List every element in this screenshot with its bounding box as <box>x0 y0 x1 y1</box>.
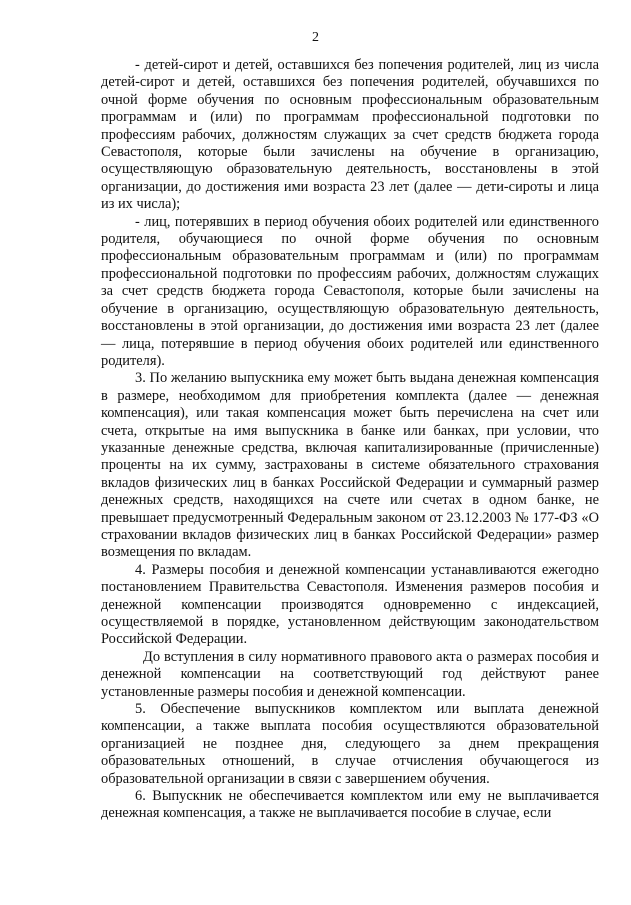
paragraph-clause-5: 5. Обеспечение выпускников комплектом или выплата денежной компенсации, а также выплата пособия осуществляются образовательной организацией не позднее дня, следующего за днем прекращения образовательных отношений, в случае отчисления обучающегося из образовательной организации в связи с завершением обучения. <box>101 701 599 787</box>
document-body <box>101 57 599 823</box>
paragraph-orphans-list-item: - детей-сирот и детей, оставшихся без попечения родителей, лиц из числа детей-сирот и детей, оставшихся без попечения родителей, обучавшихся по очной форме обучения по основным профессиональным образовательным программам и (или) по программам профессиональной подготовки по профессиям рабочих, должностям служащих за счет средств бюджета города Севастополя, которые были зачислены на обучение в организацию, осуществляющую образовательную деятельность, восстановлены в этой организации, до достижения ими возраста 23 лет (далее — дети-сироты и лица из их числа); <box>101 57 599 213</box>
page-number: 2 <box>312 30 319 45</box>
paragraph-clause-4-continuation: До вступления в силу нормативного правового акта о размерах пособия и денежной компенсации на соответствующий год действуют ранее установленные размеры пособия и денежной компенсации. <box>101 648 599 700</box>
paragraph-clause-3: 3. По желанию выпускника ему может быть выдана денежная компенсация в размере, необходимом для приобретения комплекта (далее — денежная компенсация), или такая компенсация может быть перечислена на счет или счета, открытые на имя выпускника в банке или банках, при условии, что указанные денежные средства, включая капитализированные (причисленные) проценты на их сумму, застрахованы в системе обязательного страхования вкладов физических лиц в банках Российской Федерации и суммарный размер денежных средств, находящихся на счете или счетах в одном банке, не превышает предусмотренный Федеральным законом от 23.12.2003 № 177-ФЗ «О страховании вкладов физических лиц в банках Российской Федерации» размер возмещения по вкладам. <box>101 370 599 561</box>
paragraph-clause-6: 6. Выпускник не обеспечивается комплектом или ему не выплачивается денежная компенсация, а также не выплачивается пособие в случае, если <box>101 788 599 822</box>
paragraph-lost-parents-list-item: - лиц, потерявших в период обучения обоих родителей или единственного родителя, обучающиеся по очной форме обучения по основным профессиональным образовательным программам и (или) по программам профессиональной подготовки по профессиям рабочих, должностям служащих за счет средств бюджета города Севастополя, которые были зачислены на обучение в организацию, осуществляющую образовательную деятельность, восстановлены в этой организации, до достижения ими возраста 23 лет (далее — лица, потерявшие в период обучения обоих родителей или единственного родителя). <box>101 213 599 369</box>
paragraph-clause-4: 4. Размеры пособия и денежной компенсации устанавливаются ежегодно постановлением Правительства Севастополя. Изменения размеров пособия и денежной компенсации производятся одновременно с индексацией, осуществляемой в порядке, установленном действующим законодательством Российской Федерации. <box>101 561 599 648</box>
